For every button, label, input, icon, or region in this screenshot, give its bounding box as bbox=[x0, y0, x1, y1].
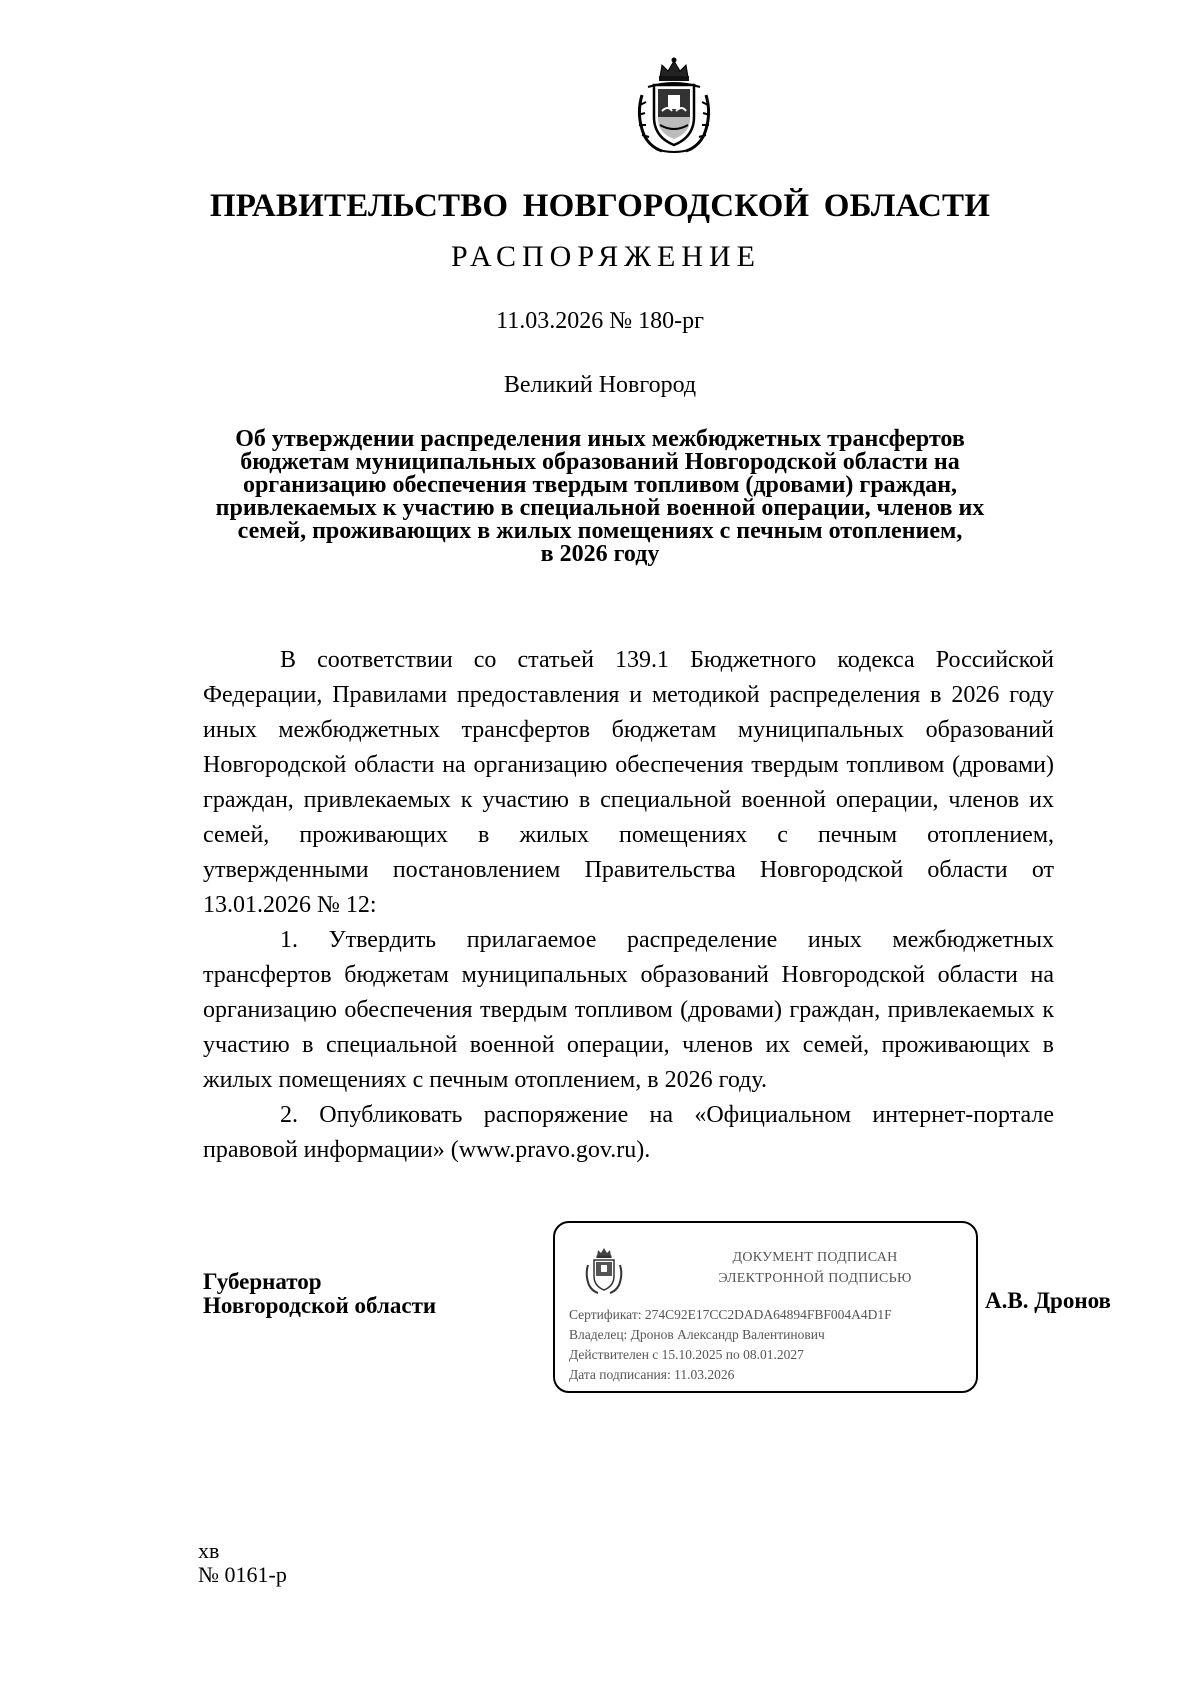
document-date-number: 11.03.2026 № 180-рг bbox=[496, 308, 704, 334]
signatory-position-line: Новгородской области bbox=[203, 1293, 437, 1318]
document-city: Великий Новгород bbox=[503, 372, 697, 398]
stamp-title-line: ДОКУМЕНТ ПОДПИСАН bbox=[732, 1250, 898, 1265]
signatory-position-line: Губернатор bbox=[203, 1269, 322, 1294]
stamp-details bbox=[569, 1305, 892, 1385]
document-kind: РАСПОРЯЖЕНИЕ bbox=[450, 240, 762, 273]
subject-line: привлекаемых к участию в специальной военной операции, членов их bbox=[215, 495, 985, 521]
subject-line: в 2026 году bbox=[540, 541, 660, 567]
stamp-owner: Владелец: Дронов Александр Валентинович bbox=[569, 1327, 825, 1342]
subject-line: семей, проживающих в жилых помещениях с печным отоплением, bbox=[237, 518, 963, 544]
document-subject bbox=[180, 428, 1020, 566]
electronic-signature-stamp bbox=[553, 1221, 978, 1393]
stamp-validity: Действителен с 15.10.2025 по 08.01.2027 bbox=[569, 1347, 804, 1362]
stamp-title-line: ЭЛЕКТРОННОЙ ПОДПИСЬЮ bbox=[718, 1271, 912, 1286]
signatory-position bbox=[203, 1270, 436, 1318]
subject-line: Об утверждении распределения иных межбюджетных трансфертов bbox=[235, 426, 965, 452]
document-footer bbox=[198, 1539, 287, 1587]
body-paragraph-preamble: В соответствии со статьей 139.1 Бюджетного кодекса Российской Федерации, Правилами предоставления и методикой распределения в 2026 году иных межбюджетных трансфертов бюджетам муниципальных образований Новгородской области на организацию обеспечения твердым топливом (дровами) граждан, привлекаемых к участию в специальной военной операции, членов их семей, проживающих в жилых помещениях с печным отоплением, утвержденными постановлением Правительства Новгородской области от 13.01.2026 № 12: bbox=[203, 647, 1054, 918]
organization-title: ПРАВИТЕЛЬСТВО НОВГОРОДСКОЙ ОБЛАСТИ bbox=[209, 188, 991, 224]
footer-number: № 0161-р bbox=[198, 1562, 287, 1587]
stamp-title bbox=[685, 1247, 945, 1289]
body-paragraph-item-2: 2. Опубликовать распоряжение на «Официальном интернет-портале правовой информации» (www.pravo.gov.ru). bbox=[203, 1102, 1054, 1163]
signatory-name: А.В. Дронов bbox=[985, 1288, 1111, 1313]
coat-of-arms-icon bbox=[583, 1245, 625, 1295]
subject-line: бюджетам муниципальных образований Новгородской области на bbox=[240, 449, 960, 475]
stamp-certificate: Сертификат: 274C92E17CC2DADA64894FBF004A4D1F bbox=[569, 1307, 892, 1322]
document-body bbox=[203, 643, 1054, 1168]
footer-initials: хв bbox=[198, 1538, 220, 1563]
coat-of-arms-icon bbox=[632, 55, 716, 155]
stamp-signed-date: Дата подписания: 11.03.2026 bbox=[569, 1367, 735, 1382]
subject-line: организацию обеспечения твердым топливом (дровами) граждан, bbox=[242, 472, 958, 498]
body-paragraph-item-1: 1. Утвердить прилагаемое распределение иных межбюджетных трансфертов бюджетам муниципальных образований Новгородской области на организацию обеспечения твердым топливом (дровами) граждан, привлекаемых к участию в специальной военной операции, членов их семей, проживающих в жилых помещениях с печным отоплением, в 2026 году. bbox=[203, 927, 1054, 1093]
